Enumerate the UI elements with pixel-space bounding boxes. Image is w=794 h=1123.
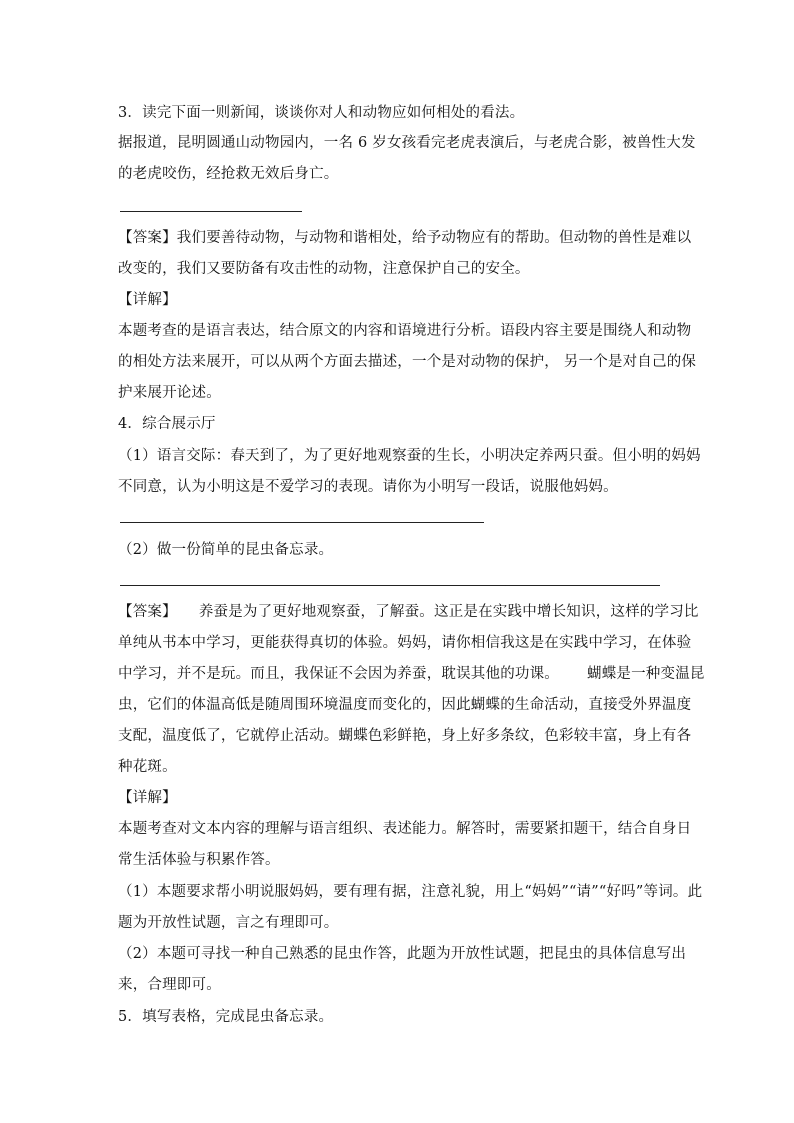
subquestion-text-line: （1）语言交际：春天到了，为了更好地观察蚕的生长，小明决定养两只蚕。但小明的妈妈 xyxy=(118,448,701,464)
subquestion-text-line: （2）做一份简单的昆虫备忘录。 xyxy=(118,542,334,558)
detail-text-line: 护来展开论述。 xyxy=(118,385,221,401)
answer-text-line: 改变的，我们又要防备有攻击性的动物，注意保护自己的安全。 xyxy=(118,261,530,277)
answer-text: 蝴蝶是一种变温昆 xyxy=(587,666,705,682)
detail-heading: 【详解】 xyxy=(118,292,177,308)
detail-text-line: （1）本题要求帮小明说服妈妈，要有理有据，注意礼貌，用上“妈妈”“请”“好吗”等词。此 xyxy=(118,884,703,900)
answer-text-line: 支配，温度低了，它就停止活动。蝴蝶色彩鲜艳，身上好多条纹，色彩较丰富，身上有各 xyxy=(118,728,692,744)
subquestion-text-line: 不同意，认为小明这是不爱学习的表现。请你为小明写一段话，说服他妈妈。 xyxy=(118,479,618,495)
answer-text-line xyxy=(118,664,705,684)
detail-text-line: 来，合理即可。 xyxy=(118,977,221,993)
question-5-title: 5．填写表格，完成昆虫备忘录。 xyxy=(118,1009,334,1025)
answer-label: 【答案】 xyxy=(118,604,177,620)
detail-text-line: 本题考查对文本内容的理解与语言组织、表述能力。解答时，需要紧扣题干，结合自身日 xyxy=(118,821,692,837)
detail-heading: 【详解】 xyxy=(118,790,177,806)
answer-blank-line xyxy=(120,585,660,586)
answer-text-line: 单纯从书本中学习，更能获得真切的体验。妈妈，请你相信我这是在实践中学习，在体验 xyxy=(118,635,692,651)
answer-text: 养蚕是为了更好地观察蚕，了解蚕。这正是在实践中增长知识，这样的学习比 xyxy=(198,604,699,620)
question-3-title: 3．读完下面一则新闻，谈谈你对人和动物应如何相处的看法。 xyxy=(118,105,525,121)
answer-text-line: 【答案】我们要善待动物，与动物和谐相处，给予动物应有的帮助。但动物的兽性是难以 xyxy=(118,230,692,246)
news-text-line: 据报道，昆明圆通山动物园内，一名 6 岁女孩看完老虎表演后，与老虎合影，被兽性大发 xyxy=(118,135,696,151)
answer-text-line xyxy=(118,602,699,622)
answer-text-line: 种花斑。 xyxy=(118,759,177,775)
answer-blank-line xyxy=(120,522,484,523)
detail-text-line: （2）本题可寻找一种自己熟悉的昆虫作答，此题为开放性试题，把昆虫的具体信息写出 xyxy=(118,946,687,962)
detail-text-line: 的相处方法来展开，可以从两个方面去描述，一个是对动物的保护， 另一个是对自己的保 xyxy=(118,354,697,370)
question-4-title: 4．综合展示厅 xyxy=(118,416,216,432)
news-text-line: 的老虎咬伤，经抢救无效后身亡。 xyxy=(118,166,339,182)
answer-text: 中学习，并不是玩。而且，我保证不会因为养蚕，耽误其他的功课。 xyxy=(118,666,559,682)
answer-blank-line xyxy=(120,211,302,212)
detail-text-line: 本题考查的是语言表达，结合原文的内容和语境进行分析。语段内容主要是围绕人和动物 xyxy=(118,323,692,339)
answer-text-line: 虫，它们的体温高低是随周围环境温度而变化的，因此蝴蝶的生命活动，直接受外界温度 xyxy=(118,697,692,713)
detail-text-line: 常生活体验与积累作答。 xyxy=(118,852,280,868)
detail-text-line: 题为开放性试题，言之有理即可。 xyxy=(118,915,339,931)
